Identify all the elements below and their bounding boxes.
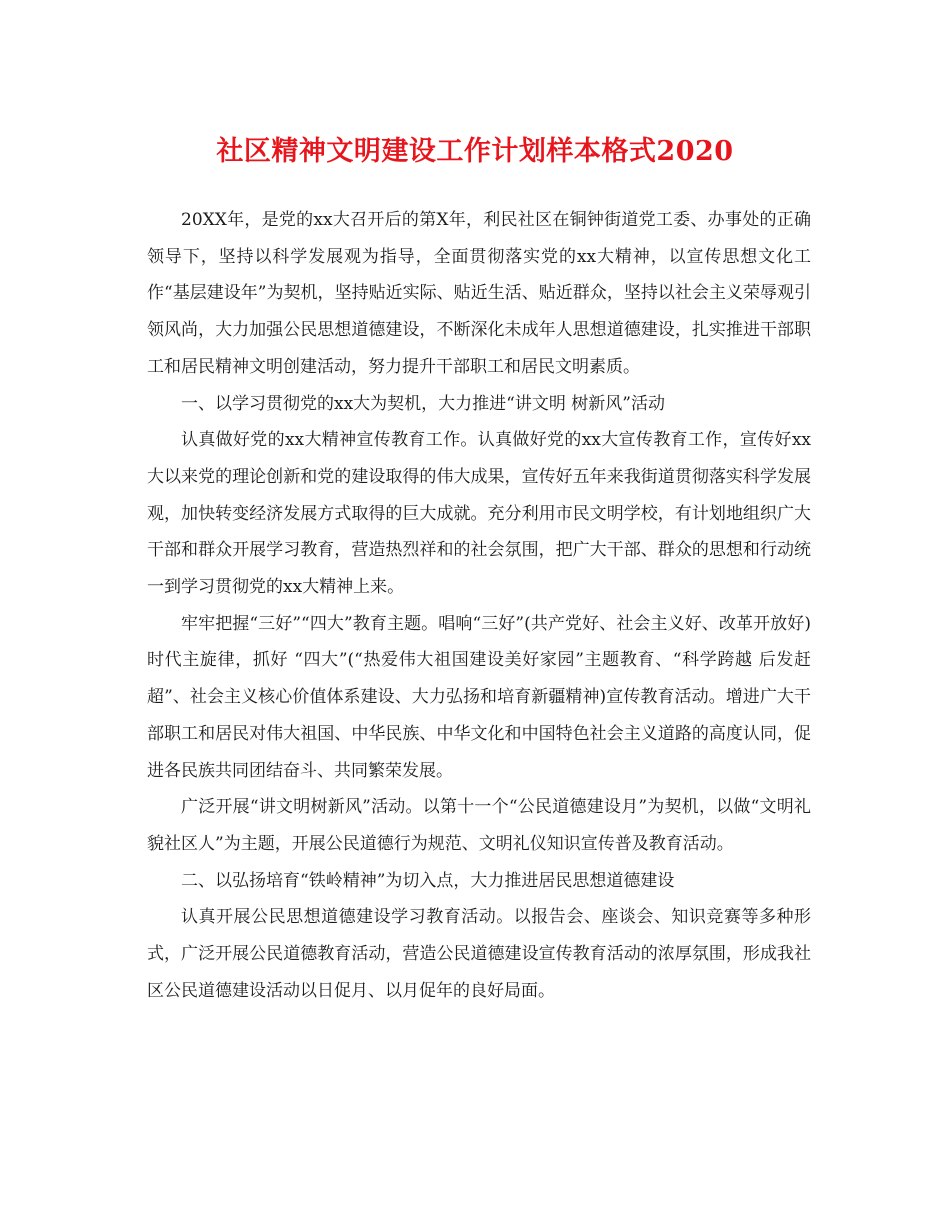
paragraph: 认真开展公民思想道德建设学习教育活动。以报告会、座谈会、知识竞赛等多种形式，广泛开展公民道德教育活动，营造公民道德建设宣传教育活动的浓厚氛围，形成我社区公民道德建设活动以日促月、以月促年的良好局面。 (147, 907, 811, 1001)
section-heading-1: 一、以学习贯彻党的xx大为契机，大力推进“讲文明 树新风”活动 (181, 393, 665, 414)
document-title: 社区精神文明建设工作计划样本格式2020 (216, 136, 734, 167)
section-heading-2: 二、以弘扬培育“铁岭精神”为切入点，大力推进居民思想道德建设 (181, 870, 675, 891)
paragraph: 认真做好党的xx大精神宣传教育工作。认真做好党的xx大宣传教育工作，宣传好xx大以来党的理论创新和党的建设取得的伟大成果，宣传好五年来我街道贯彻落实科学发展观，加快转变经济发展方式取得的巨大成就。充分利用市民文明学校，有计划地组织广大干部和群众开展学习教育，营造热烈祥和的社会氛围，把广大干部、群众的思想和行动统一到学习贯彻党的xx大精神上来。 (147, 430, 811, 598)
document-body (147, 202, 811, 1009)
paragraph: 牢牢把握“三好”“四大”教育主题。唱响“三好”(共产党好、社会主义好、改革开放好)时代主旋律，抓好 “四大”(“热爱伟大祖国建设美好家园”主题教育、“科学跨越 后发赶超”、社会主义核心价值体系建设、大力弘扬和培育新疆精神)宣传教育活动。增进广大干部职工和居民对伟大祖国、中华民族、中华文化和中国特色社会主义道路的高度认同，促进各民族共同团结奋斗、共同繁荣发展。 (147, 613, 811, 781)
paragraph-intro: 20XX年，是党的xx大召开后的第X年，利民社区在铜钟街道党工委、办事处的正确领导下，坚持以科学发展观为指导，全面贯彻落实党的xx大精神，以宣传思想文化工作“基层建设年”为契机，坚持贴近实际、贴近生活、贴近群众，坚持以社会主义荣辱观引领风尚，大力加强公民思想道德建设，不断深化未成年人思想道德建设，扎实推进干部职工和居民精神文明创建活动，努力提升干部职工和居民文明素质。 (147, 210, 811, 377)
paragraph: 广泛开展“讲文明树新风”活动。以第十一个“公民道德建设月”为契机，以做“文明礼貌社区人”为主题，开展公民道德行为规范、文明礼仪知识宣传普及教育活动。 (147, 797, 811, 854)
